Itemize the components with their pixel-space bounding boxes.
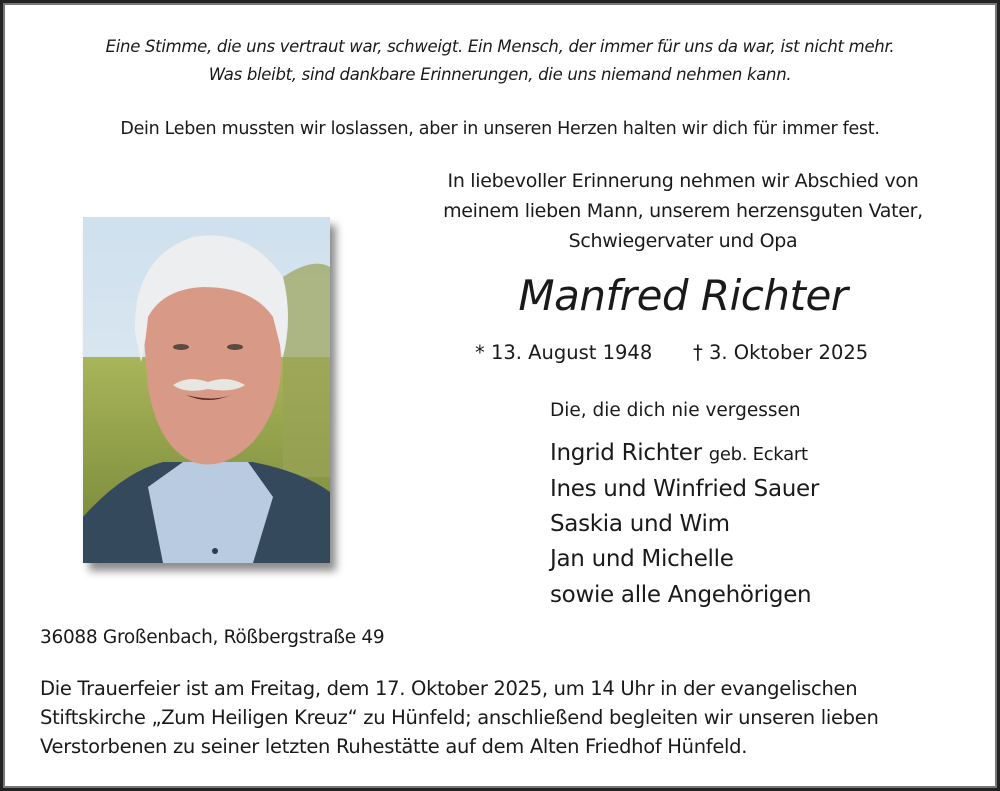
mourner-name: Ingrid Richter (550, 440, 702, 466)
mourner-4: Jan und Michelle (550, 546, 734, 572)
birth-date: * 13. August 1948 (475, 341, 653, 364)
mourner-note: geb. Eckart (708, 444, 808, 465)
intro-line-1: In liebevoller Erinnerung nehmen wir Abschied von (447, 170, 919, 192)
funeral-line-2: Stiftskirche „Zum Heiligen Kreuz“ zu Hünfeld; anschließend begleiten wir unseren lieben (40, 706, 879, 729)
intro-line-3: Schwiegervater und Opa (568, 230, 798, 252)
mourner-3: Saskia und Wim (550, 511, 730, 537)
quote-line-1: Eine Stimme, die uns vertraut war, schweigt. Ein Mensch, der immer für uns da war, ist nicht mehr. (105, 37, 895, 56)
death-date: † 3. Oktober 2025 (693, 341, 869, 364)
funeral-line-1: Die Trauerfeier ist am Freitag, dem 17. Oktober 2025, um 14 Uhr in der evangelischen (40, 677, 858, 700)
intro-line-2: meinem lieben Mann, unserem herzensguten Vater, (443, 200, 923, 222)
mourner-1 (550, 442, 808, 465)
deceased-name: Manfred Richter (518, 271, 848, 320)
quote-line-2: Was bleibt, sind dankbare Erinnerungen, die uns niemand nehmen kann. (208, 65, 792, 84)
mourner-5: sowie alle Angehörigen (550, 582, 812, 608)
address: 36088 Großenbach, Rößbergstraße 49 (40, 627, 385, 648)
motto: Dein Leben mussten wir loslassen, aber in unseren Herzen halten wir dich für immer fest. (120, 119, 880, 139)
portrait-photo (83, 217, 330, 563)
mourners-heading: Die, die dich nie vergessen (550, 400, 801, 421)
mourner-2: Ines und Winfried Sauer (550, 476, 820, 502)
funeral-line-3: Verstorbenen zu seiner letzten Ruhestätte auf dem Alten Friedhof Hünfeld. (40, 735, 748, 758)
